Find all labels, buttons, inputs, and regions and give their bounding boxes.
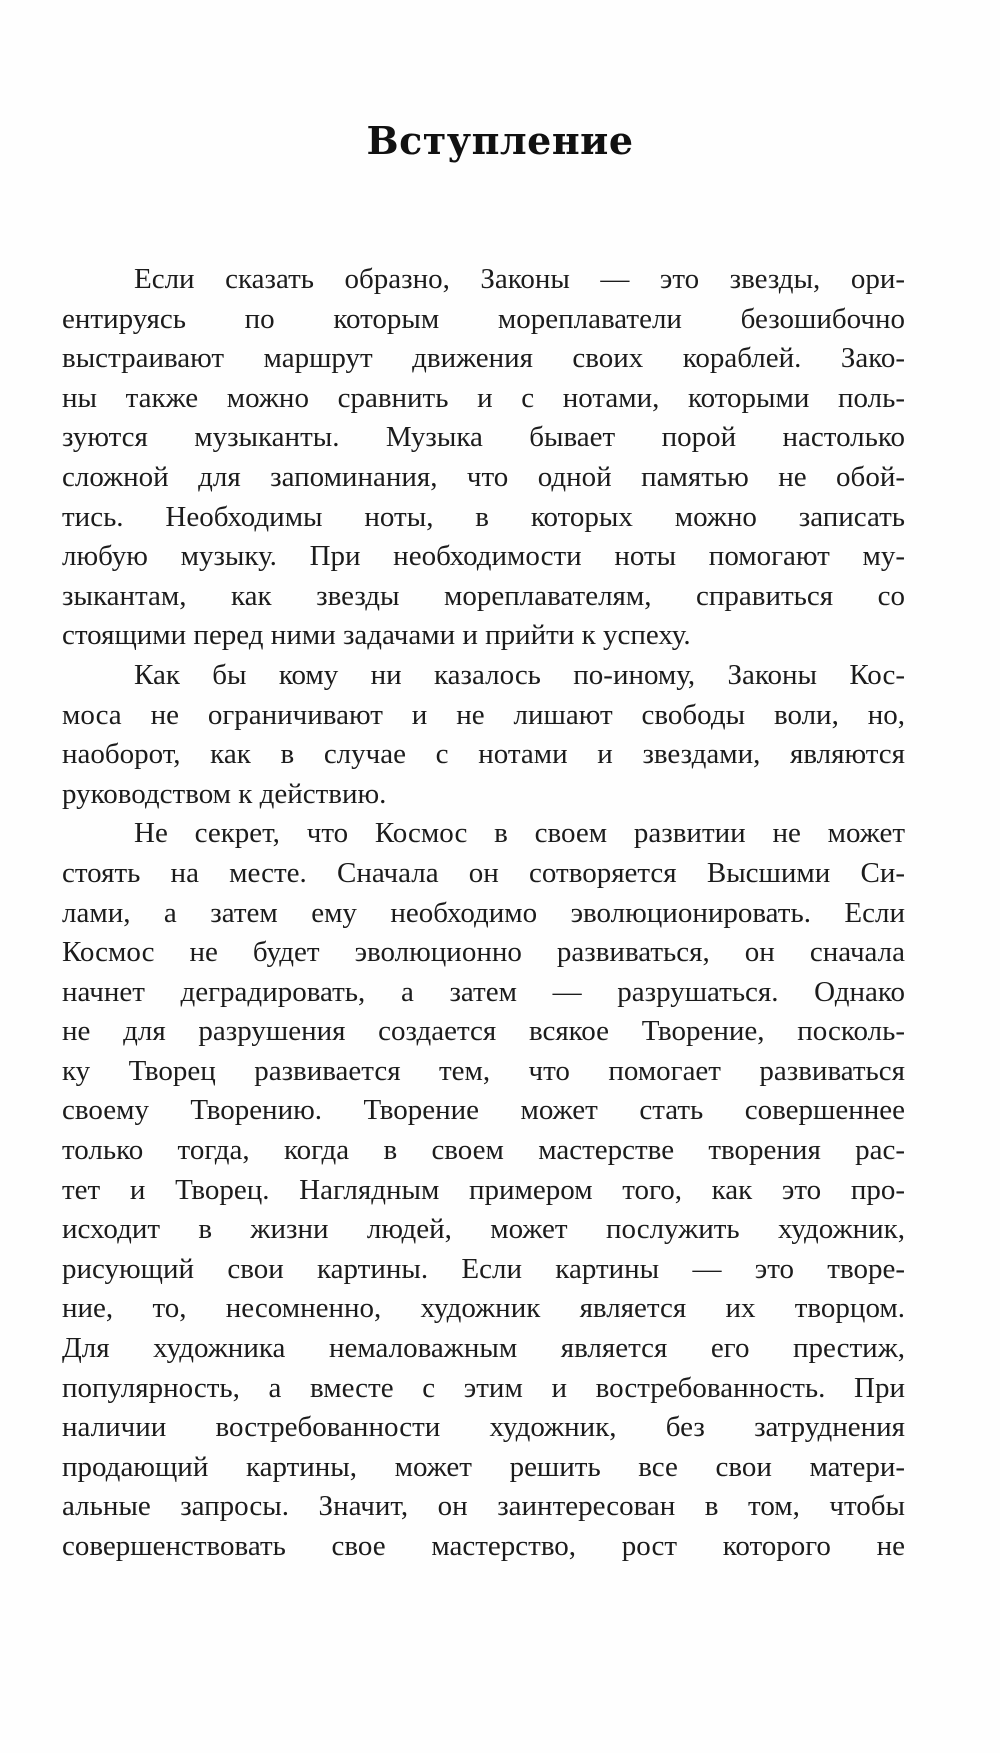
text-line: своему Творению. Творение может стать совершеннее	[62, 1094, 905, 1127]
text-line: ку Творец развивается тем, что помогает развиваться	[62, 1054, 905, 1087]
text-line: лами, а затем ему необходимо эволюционировать. Если	[62, 896, 905, 929]
text-line: наличии востребованности художник, без затруднения	[62, 1411, 905, 1444]
text-line: стоять на месте. Сначала он сотворяется Высшими Си-	[62, 856, 905, 889]
text-line: тет и Творец. Наглядным примером того, как это про-	[62, 1173, 905, 1206]
text-line: совершенствовать свое мастерство, рост которого не	[62, 1530, 905, 1562]
text-line: ентируясь по которым мореплаватели безошибочно	[62, 302, 905, 335]
text-line: популярность, а вместе с этим и востребованность. При	[62, 1371, 905, 1404]
text-line: любую музыку. При необходимости ноты помогают му-	[62, 540, 905, 573]
text-line: руководством к действию.	[62, 777, 387, 810]
text-line: Космос не будет эволюционно развиваться, он сначала	[62, 936, 905, 969]
text-line: ны также можно сравнить и с нотами, которыми поль-	[62, 381, 905, 414]
text-line: не для разрушения создается всякое Творение, посколь-	[62, 1015, 905, 1048]
text-line: стоящими перед ними задачами и прийти к успеху.	[62, 619, 691, 652]
paragraph-2	[62, 656, 905, 814]
text-line: Как бы кому ни казалось по-иному, Законы Кос-	[134, 658, 905, 691]
text-line: сложной для запоминания, что одной памятью не обой-	[62, 460, 905, 493]
text-line: Если сказать образно, Законы — это звезды, ори-	[134, 263, 905, 295]
text-line: альные запросы. Значит, он заинтересован в том, чтобы	[62, 1490, 905, 1523]
text-line: Не секрет, что Космос в своем развитии не может	[134, 817, 905, 850]
text-line: Для художника немаловажным является его престиж,	[62, 1332, 905, 1365]
text-line: выстраивают маршрут движения своих кораблей. Зако-	[62, 342, 905, 375]
chapter-title: Вступление	[366, 118, 634, 163]
paragraph-3	[62, 814, 905, 1566]
paragraph-1	[62, 260, 905, 656]
text-line: зыкантам, как звезды мореплавателям, справиться со	[62, 579, 905, 612]
text-line: зуются музыканты. Музыка бывает порой настолько	[62, 421, 905, 454]
text-line: ние, то, несомненно, художник является их творцом.	[62, 1292, 905, 1325]
text-line: исходит в жизни людей, может послужить художник,	[62, 1213, 905, 1246]
chapter-body	[62, 260, 905, 1567]
text-line: рисующий свои картины. Если картины — это творе-	[62, 1252, 905, 1285]
text-line: тись. Необходимы ноты, в которых можно записать	[62, 500, 905, 533]
text-line: наоборот, как в случае с нотами и звездами, являются	[62, 738, 905, 771]
text-line: моса не ограничивают и не лишают свободы воли, но,	[62, 698, 905, 731]
text-line: только тогда, когда в своем мастерстве творения рас-	[62, 1134, 905, 1167]
text-line: начнет деградировать, а затем — разрушаться. Однако	[62, 975, 905, 1008]
text-line: продающий картины, может решить все свои матери-	[62, 1450, 905, 1483]
